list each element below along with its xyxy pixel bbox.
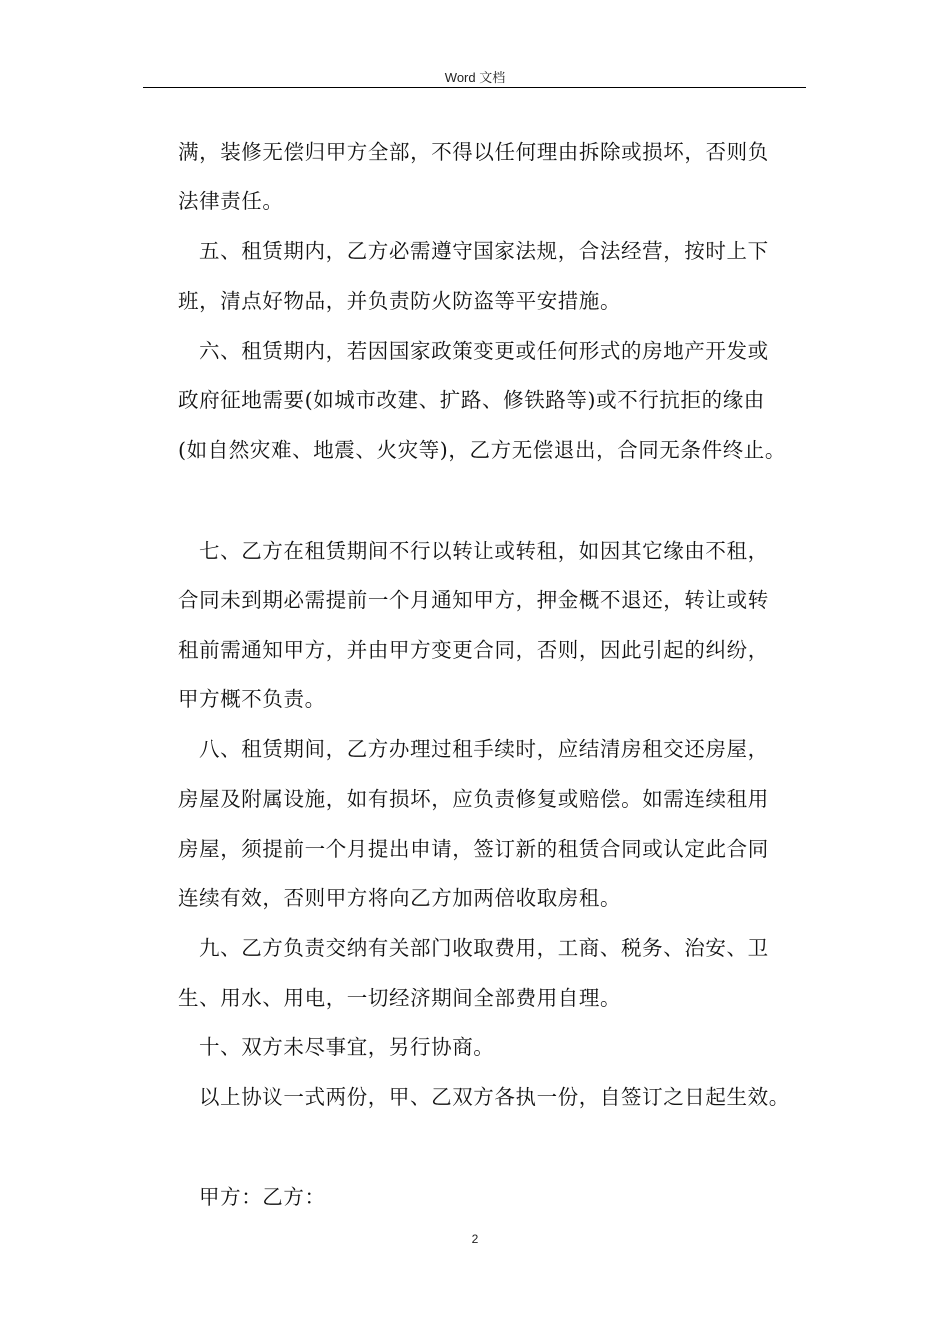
- text-line: 房屋，须提前一个月提出申请，签订新的租赁合同或认定此合同: [178, 837, 769, 861]
- text-line: 连续有效，否则甲方将向乙方加两倍收取房租。: [178, 886, 622, 910]
- text-line: 九、乙方负责交纳有关部门收取费用，工商、税务、治安、卫: [199, 936, 769, 960]
- text-line: 班，清点好物品，并负责防火防盗等平安措施。: [178, 289, 622, 313]
- text-line: 十、双方未尽事宜，另行协商。: [199, 1035, 495, 1059]
- text-line: 租前需通知甲方，并由甲方变更合同，否则，因此引起的纠纷，: [178, 638, 769, 662]
- text-line: 六、租赁期内，若因国家政策变更或任何形式的房地产开发或: [199, 339, 769, 363]
- text-line: 七、乙方在租赁期间不行以转让或转租，如因其它缘由不租，: [199, 539, 769, 563]
- text-line: 甲方概不负责。: [178, 687, 326, 711]
- text-line: 政府征地需要(如城市改建、扩路、修铁路等)或不行抗拒的缘由: [178, 388, 765, 412]
- text-line: 法律责任。: [178, 189, 284, 213]
- text-line: 生、用水、用电，一切经济期间全部费用自理。: [178, 986, 622, 1010]
- text-line: 房屋及附属设施，如有损坏，应负责修复或赔偿。如需连续租用: [178, 787, 769, 811]
- page-number: 2: [471, 1232, 479, 1246]
- text-line: 满，装修无偿归甲方全部，不得以任何理由拆除或损坏，否则负: [178, 140, 769, 164]
- text-line: 合同未到期必需提前一个月通知甲方，押金概不退还，转让或转: [178, 588, 769, 612]
- header-divider: [143, 87, 806, 88]
- text-line: 以上协议一式两份，甲、乙双方各执一份，自签订之日起生效。: [199, 1085, 790, 1109]
- text-line: 八、租赁期间，乙方办理过租手续时，应结清房租交还房屋，: [199, 737, 769, 761]
- text-line: 五、租赁期内，乙方必需遵守国家法规，合法经营，按时上下: [199, 239, 769, 263]
- header-title: Word 文档: [444, 70, 506, 85]
- text-line: (如自然灾难、地震、火灾等)，乙方无偿退出，合同无条件终止。: [178, 438, 786, 462]
- signature-line: 甲方：乙方：: [199, 1185, 326, 1209]
